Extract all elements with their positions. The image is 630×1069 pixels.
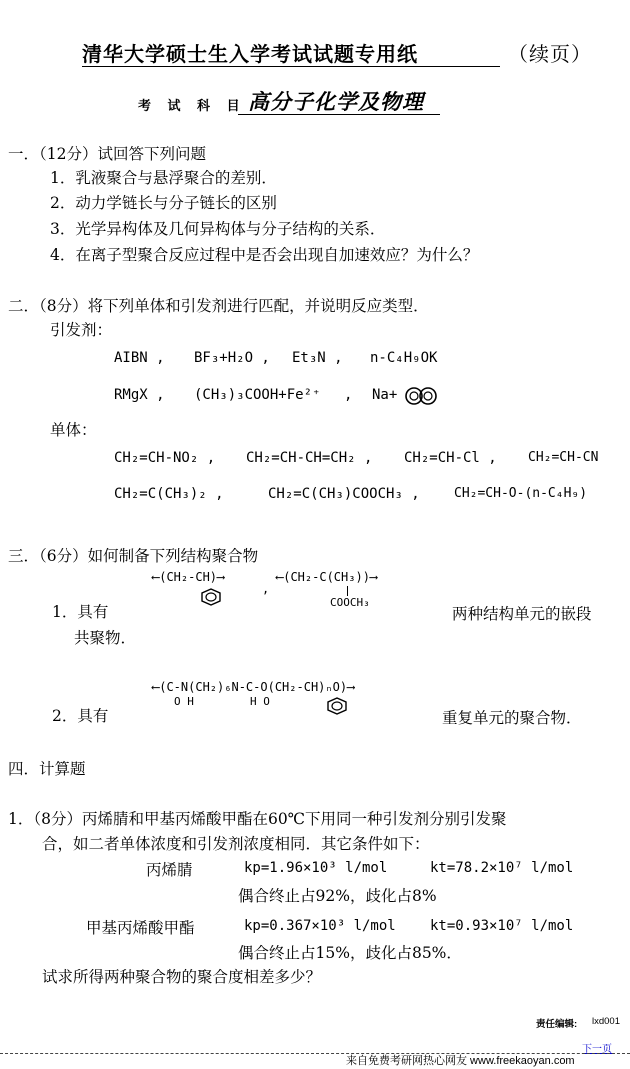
naphthalene-icon: [404, 386, 438, 406]
q1-item: 3．光学异构体及几何异构体与分子结构的关系．: [50, 220, 386, 238]
subject-label: 考 试 科 目: [138, 99, 246, 114]
q1-heading: 一．（12分）试回答下列问题: [8, 145, 206, 163]
mma-kp: kp=0.367×10³ l/mol: [244, 918, 396, 934]
q1-item: 2．动力学链长与分子链长的区别: [50, 194, 277, 212]
q4-problem-line2: 合，如二者单体浓度和引发剂浓度相同．其它条件如下：: [42, 835, 430, 853]
mma-label: 甲基丙烯酸甲酯: [86, 919, 195, 937]
subject-underline: [238, 114, 440, 115]
editor-value: lxd001: [592, 1016, 620, 1027]
q4-heading: 四．计算题: [8, 760, 86, 778]
q4-problem-line1: 1．（8分）丙烯腈和甲基丙烯酸甲酯在60℃下用同一种引发剂分别引发聚: [8, 810, 507, 828]
q3-item2-suffix: 重复单元的聚合物．: [442, 709, 582, 727]
source-watermark: 来自免费考研网热心网友 www.freekaoyan.com: [346, 1055, 575, 1067]
structure-separator: ,: [262, 582, 270, 596]
exam-title: 清华大学硕士生入学考试试题专用纸: [82, 42, 418, 66]
monomer-label: 单体：: [50, 421, 97, 439]
subject-value: 高分子化学及物理: [248, 89, 424, 114]
structure-mma-unit: ⟵(CH₂-C(CH₃))⟶: [276, 570, 378, 584]
initiator-aibn: AIBN ,: [114, 350, 165, 366]
mma-termination: 偶合终止占15%，歧化占85%．: [238, 944, 462, 962]
monomer-mma: CH₂=C(CH₃)COOCH₃ ,: [268, 486, 420, 502]
acrylonitrile-kt: kt=78.2×10⁷ l/mol: [430, 860, 574, 876]
benzene-ring-icon: [326, 697, 348, 715]
initiator-rmgx: RMgX ,: [114, 387, 165, 403]
structure-sub-ho: H O: [250, 695, 270, 708]
initiator-bf3: BF₃+H₂O ,: [194, 350, 270, 366]
monomer-isobutylene: CH₂=C(CH₃)₂ ,: [114, 486, 224, 502]
continued-label: （续页）: [508, 42, 592, 66]
q3-item1-line2: 共聚物．: [74, 629, 137, 647]
mma-bond-line: [347, 586, 348, 596]
initiator-comma: ,: [344, 387, 353, 403]
initiator-label: 引发剂：: [50, 321, 113, 339]
q2-heading: 二．（8分）将下列单体和引发剂进行匹配，并说明反应类型．: [8, 297, 429, 315]
acrylonitrile-termination: 偶合终止占92%，歧化占8%: [238, 887, 437, 905]
monomer-acrylonitrile: CH₂=CH-CN: [528, 450, 599, 465]
monomer-vinyl-ether: CH₂=CH-O-(n-C₄H₉): [454, 486, 588, 501]
title-underline: [82, 66, 500, 67]
initiator-et3n: Et₃N ,: [292, 350, 343, 366]
q4-question: 试求所得两种聚合物的聚合度相差多少？: [42, 968, 322, 986]
monomer-nitroethylene: CH₂=CH-NO₂ ,: [114, 450, 216, 466]
monomer-butadiene: CH₂=CH-CH=CH₂ ,: [246, 450, 373, 466]
acrylonitrile-label: 丙烯腈: [146, 861, 193, 879]
benzene-ring-icon: [200, 588, 222, 606]
q1-item: 4．在离子型聚合反应过程中是否会出现自加速效应？为什么？: [50, 246, 479, 264]
structure-mma-ester: COOCH₃: [330, 596, 370, 609]
q3-item2-prefix: 2．具有: [52, 707, 109, 725]
structure-sub-oh: O H: [174, 695, 194, 708]
q1-item: 1．乳液聚合与悬浮聚合的差别．: [50, 169, 277, 187]
structure-styrene-unit: ⟵(CH₂-CH)⟶: [152, 570, 225, 584]
structure-polyurethane-unit: ⟵(C-N(CH₂)₆N-C-O(CH₂-CH)ₙO)⟶: [152, 680, 355, 694]
initiator-na: Na+: [372, 387, 398, 403]
q3-item1-prefix: 1．具有: [52, 603, 109, 621]
mma-kt: kt=0.93×10⁷ l/mol: [430, 918, 574, 934]
next-page-link[interactable]: 下一页: [582, 1044, 612, 1055]
initiator-peroxide: (CH₃)₃COOH+Fe²⁺: [194, 387, 321, 403]
monomer-vinyl-chloride: CH₂=CH-Cl ,: [404, 450, 497, 466]
editor-label: 责任编辑:: [536, 1019, 578, 1030]
q3-item1-suffix: 两种结构单元的嵌段: [452, 605, 592, 623]
q3-heading: 三．（6分）如何制备下列结构聚合物: [8, 547, 259, 565]
acrylonitrile-kp: kp=1.96×10³ l/mol: [244, 860, 388, 876]
initiator-buok: n-C₄H₉OK: [370, 350, 438, 366]
